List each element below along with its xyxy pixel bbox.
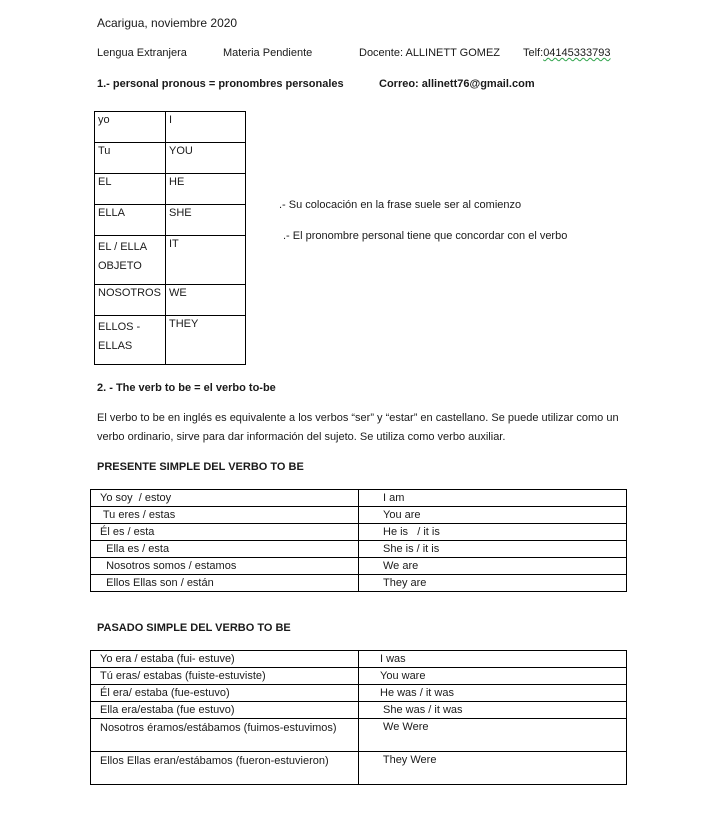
past-es: Nosotros éramos/estábamos (fuimos-estuvimos) xyxy=(100,722,337,734)
past-en: We Were xyxy=(380,721,429,733)
present-en: You are xyxy=(383,509,421,521)
note-agreement: .- El pronombre personal tiene que concordar con el verbo xyxy=(283,230,568,242)
present-en: They are xyxy=(383,577,427,589)
pronoun-es: EL / ELLA OBJETO xyxy=(95,236,166,285)
present-en: We are xyxy=(383,560,419,572)
section1-title: 1.- personal pronous = pronombres personales xyxy=(97,78,344,90)
table-row xyxy=(95,316,246,365)
table-row xyxy=(95,205,246,236)
table-row xyxy=(91,541,627,558)
present-es: Nosotros somos / estamos xyxy=(100,560,237,572)
past-es: Él era/ estaba (fue-estuvo) xyxy=(100,687,230,699)
pronoun-en: SHE xyxy=(166,205,246,236)
note-placement: .- Su colocación en la frase suele ser al comienzo xyxy=(279,199,522,211)
pronoun-es: ELLOS - ELLAS xyxy=(95,316,166,365)
table-row xyxy=(91,524,627,541)
past-es: Ellos Ellas eran/estábamos (fueron-estuvieron) xyxy=(100,755,329,767)
present-table xyxy=(90,489,627,592)
pending-label: Materia Pendiente xyxy=(223,47,313,59)
present-es: Tu eres / estas xyxy=(100,509,176,521)
table-row xyxy=(95,285,246,316)
present-en: He is / it is xyxy=(383,526,440,538)
table-row xyxy=(95,236,246,285)
present-es: Él es / esta xyxy=(100,526,155,538)
pronoun-en: IT xyxy=(166,236,246,285)
pronoun-es: ELLA xyxy=(95,205,166,236)
table-row xyxy=(91,752,627,785)
phone-line xyxy=(523,47,610,59)
table-row xyxy=(91,702,627,719)
present-es: Yo soy / estoy xyxy=(100,492,172,504)
pronoun-es: EL xyxy=(95,174,166,205)
subject-label: Lengua Extranjera xyxy=(97,47,187,59)
table-row xyxy=(95,174,246,205)
pronoun-es: NOSOTROS xyxy=(95,285,166,316)
present-es: Ellos Ellas son / están xyxy=(100,577,214,589)
table-row xyxy=(91,719,627,752)
pronouns-table xyxy=(94,111,246,365)
present-es: Ella es / esta xyxy=(100,543,170,555)
pronoun-en: WE xyxy=(166,285,246,316)
pronoun-en: THEY xyxy=(166,316,246,365)
past-es: Tú eras/ estabas (fuiste-estuviste) xyxy=(100,670,266,682)
pronoun-es: yo xyxy=(95,112,166,143)
past-es: Ella era/estaba (fue estuvo) xyxy=(100,704,235,716)
section2-title: 2. - The verb to be = el verbo to-be xyxy=(97,382,276,394)
pronoun-en: YOU xyxy=(166,143,246,174)
table-row xyxy=(91,651,627,668)
table-row xyxy=(91,668,627,685)
table-row xyxy=(91,490,627,507)
table-row xyxy=(91,558,627,575)
table-row xyxy=(95,143,246,174)
verb-paragraph: El verbo to be en inglés es equivalente a los verbos “ser” y “estar” en castellano. Se puede utilizar como un verbo ordinario, sirve para dar información del sujeto. Se utiliza como verbo auxiliar. xyxy=(97,412,619,443)
table-row xyxy=(91,575,627,592)
present-title: PRESENTE SIMPLE DEL VERBO TO BE xyxy=(97,461,304,473)
teacher-label: Docente: ALLINETT GOMEZ xyxy=(359,47,501,59)
past-en: They Were xyxy=(380,754,437,766)
table-row xyxy=(91,685,627,702)
pronoun-en: HE xyxy=(166,174,246,205)
table-row xyxy=(95,112,246,143)
past-en: You ware xyxy=(380,670,426,682)
present-en: She is / it is xyxy=(383,543,440,555)
date-line: Acarigua, noviembre 2020 xyxy=(97,16,238,30)
past-en: I was xyxy=(380,653,406,665)
present-en: I am xyxy=(383,492,405,504)
past-en: He was / it was xyxy=(380,687,454,699)
table-row xyxy=(91,507,627,524)
phone-label: Telf: xyxy=(523,47,544,59)
past-es: Yo era / estaba (fui- estuve) xyxy=(100,653,235,665)
pronoun-es: Tu xyxy=(95,143,166,174)
past-en: She was / it was xyxy=(380,704,463,716)
pronoun-en: I xyxy=(166,112,246,143)
phone-number: 04145333793 xyxy=(543,47,611,59)
past-table xyxy=(90,650,627,785)
email-label: Correo: allinett76@gmail.com xyxy=(379,78,535,90)
past-title: PASADO SIMPLE DEL VERBO TO BE xyxy=(97,622,291,634)
